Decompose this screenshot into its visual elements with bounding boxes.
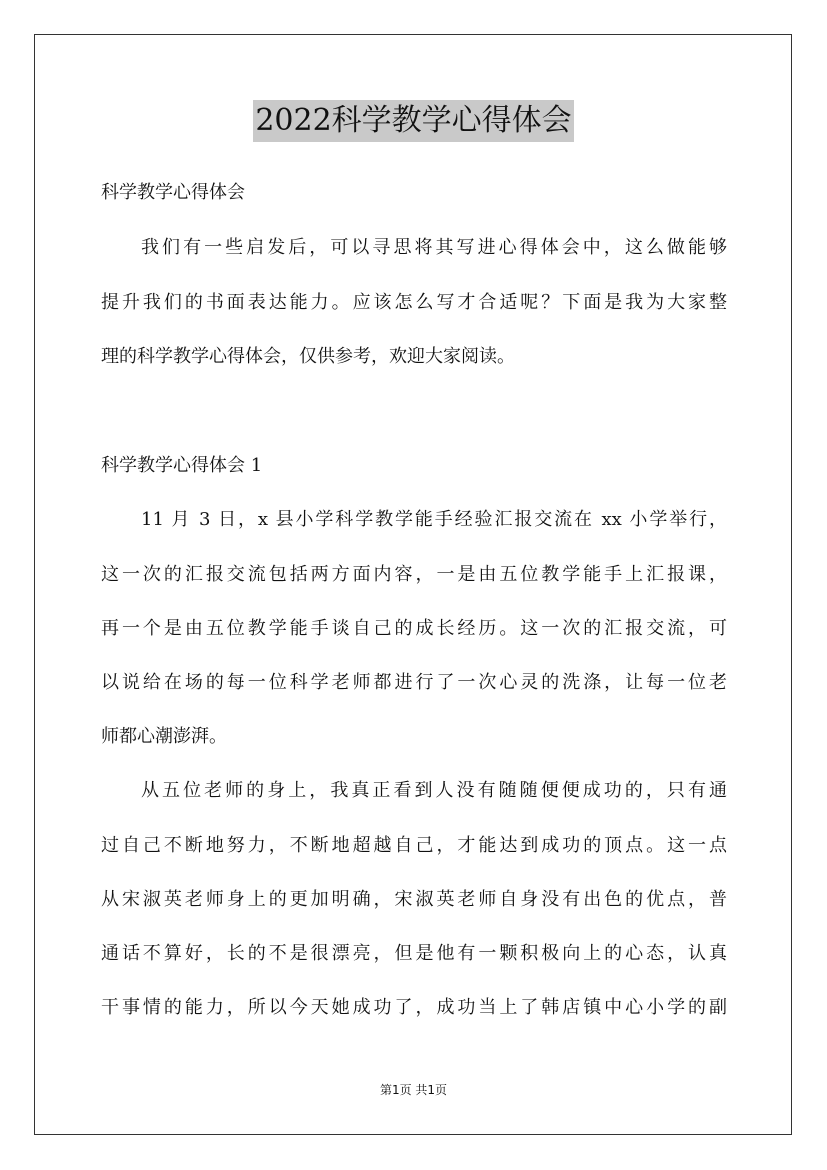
paragraph-line: 从宋淑英老师身上的更加明确，宋淑英老师自身没有出色的优点，普 [101, 889, 727, 910]
paragraph-line: 过自己不断地努力，不断地超越自己，才能达到成功的顶点。这一点 [101, 835, 727, 856]
paragraph-line: 从五位老师的身上，我真正看到人没有随随便便成功的，只有通 [141, 780, 727, 801]
paragraph-line: 再一个是由五位教学能手谈自己的成长经历。这一次的汇报交流，可 [101, 618, 727, 639]
section-heading: 科学教学心得体会 1 [101, 455, 263, 476]
page-footer: 第1页 共1页 [379, 1083, 448, 1097]
intro-line: 提升我们的书面表达能力。应该怎么写才合适呢？下面是我为大家整 [101, 292, 727, 313]
paragraph-line: 通话不算好，长的不是很漂亮，但是他有一颗积极向上的心态，认真 [101, 943, 727, 964]
paragraph-line: 这一次的汇报交流包括两方面内容，一是由五位教学能手上汇报课， [101, 564, 727, 585]
intro-line: 理的科学教学心得体会，仅供参考，欢迎大家阅读。 [101, 346, 515, 367]
paragraph-line: 师都心潮澎湃。 [101, 726, 227, 747]
intro-line: 我们有一些启发后，可以寻思将其写进心得体会中，这么做能够 [141, 237, 727, 258]
document-heading: 科学教学心得体会 [101, 182, 245, 203]
paragraph-line: 干事情的能力，所以今天她成功了，成功当上了韩店镇中心小学的副 [101, 997, 727, 1018]
paragraph-line: 以说给在场的每一位科学老师都进行了一次心灵的洗涤，让每一位老 [101, 672, 727, 693]
paragraph-line: 11 月 3 日，x 县小学科学教学能手经验汇报交流在 xx 小学举行， [141, 509, 727, 530]
title-container [0, 100, 827, 142]
document-title: 2022科学教学心得体会 [253, 100, 573, 142]
